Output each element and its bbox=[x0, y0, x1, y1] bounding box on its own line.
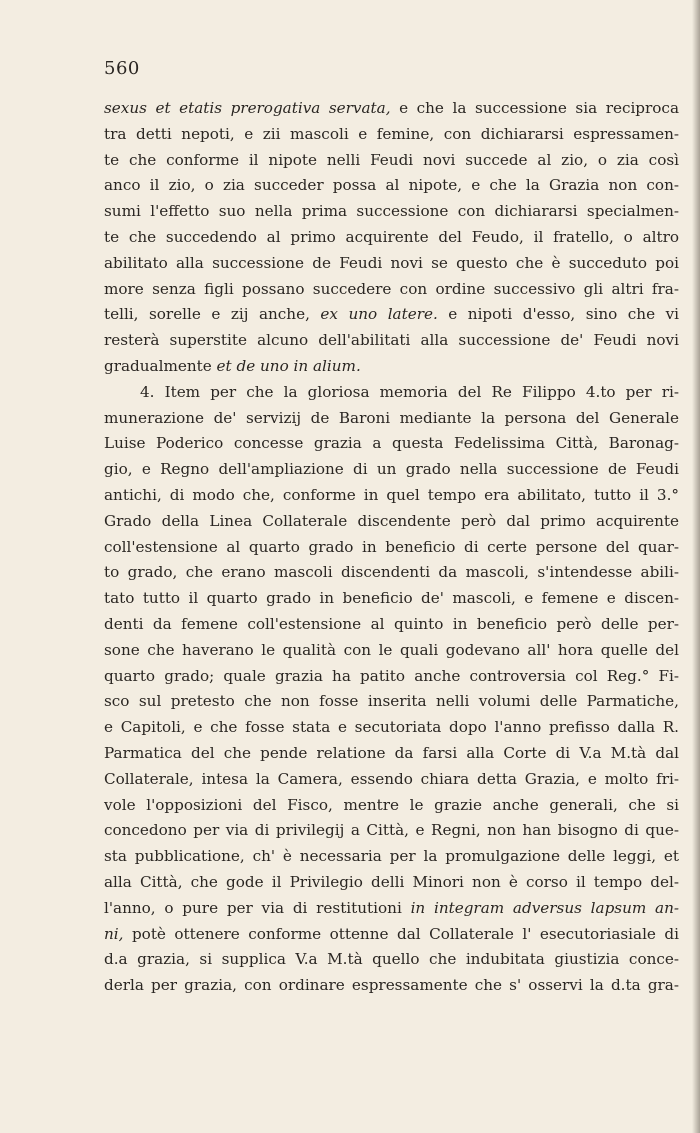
text-line bbox=[104, 96, 679, 122]
text-line bbox=[104, 225, 679, 251]
line-text: 4. Item per che la gloriosa memoria del Re Filippo 4.to per ri- bbox=[140, 382, 679, 401]
text-line bbox=[104, 715, 679, 741]
text-line bbox=[104, 793, 679, 819]
line-text: vole l'opposizioni del Fisco, mentre le grazie anche generali, che si bbox=[104, 795, 679, 814]
text-line bbox=[104, 664, 679, 690]
italic-text: sexus et etatis prerogativa servata, bbox=[104, 99, 391, 117]
text-line bbox=[104, 535, 679, 561]
line-text: d.a grazia, si supplica V.a M.tà quello che indubitata giustizia conce- bbox=[104, 950, 679, 969]
text-line bbox=[104, 457, 679, 483]
text-line bbox=[104, 870, 679, 896]
italic-text: et de uno in alium. bbox=[216, 356, 361, 375]
page-edge-shadow bbox=[692, 0, 700, 1133]
text-line bbox=[104, 277, 679, 303]
line-text: Luise Poderico concesse grazia a questa Fedelissima Città, Baronag- bbox=[104, 434, 679, 453]
line-text: Grado della Linea Collaterale discendente però dal primo acquirente bbox=[104, 511, 679, 530]
line-text: to grado, che erano mascoli discendenti da mascoli, s'intendesse abili- bbox=[104, 563, 679, 582]
italic-text: ex uno latere. bbox=[320, 305, 438, 324]
italic-text: in integram adversus lapsum an- bbox=[410, 898, 680, 917]
text-line bbox=[104, 380, 679, 406]
text-line bbox=[104, 612, 679, 638]
text-line bbox=[104, 741, 679, 767]
line-text: concedono per via di privilegij a Città, e Regni, non han bisogno di que- bbox=[104, 821, 679, 840]
text-line bbox=[104, 844, 679, 870]
text-line bbox=[104, 251, 679, 277]
text-line bbox=[104, 173, 679, 199]
line-text: te che conforme il nipote nelli Feudi novi succede al zio, o zia così bbox=[104, 150, 679, 169]
text-line bbox=[104, 922, 679, 948]
line-text: quarto grado; quale grazia ha patito anche controversia col Reg.° Fi- bbox=[104, 666, 679, 685]
italic-text: ni, bbox=[104, 924, 124, 943]
line-text: coll'estensione al quarto grado in beneficio di certe persone del quar- bbox=[104, 537, 679, 556]
text-line bbox=[104, 973, 679, 999]
text-line bbox=[104, 302, 679, 328]
line-text: gio, e Regno dell'ampliazione di un grado nella successione de Feudi bbox=[104, 460, 679, 479]
line-text: denti da femene coll'estensione al quinto in beneficio però delle per- bbox=[104, 614, 679, 633]
text-line bbox=[104, 483, 679, 509]
line-text: tra detti nepoti, e zii mascoli e femine, con dichiararsi espressamen- bbox=[104, 124, 679, 143]
line-text: l'anno, o pure per via di restitutioni bbox=[104, 898, 411, 917]
line-text: e Capitoli, e che fosse stata e secutoriata dopo l'anno prefisso dalla R. bbox=[104, 718, 679, 737]
page-number: 560 bbox=[104, 58, 140, 79]
text-line bbox=[104, 767, 679, 793]
text-line bbox=[104, 947, 679, 973]
text-line bbox=[104, 560, 679, 586]
line-text: antichi, di modo che, conforme in quel tempo era abilitato, tutto il 3.° bbox=[104, 485, 679, 504]
line-text: abilitato alla successione de Feudi novi se questo che è succeduto poi bbox=[104, 253, 679, 272]
text-line bbox=[104, 406, 679, 432]
text-line bbox=[104, 586, 679, 612]
line-text: anco il zio, o zia succeder possa al nipote, e che la Grazia non con- bbox=[104, 176, 679, 195]
text-line bbox=[104, 199, 679, 225]
line-text: Collaterale, intesa la Camera, essendo chiara detta Grazia, e molto fri- bbox=[104, 769, 679, 788]
line-text: derla per grazia, con ordinare espressamente che s' osservi la d.ta gra- bbox=[104, 976, 679, 995]
line-text: sta pubblicatione, ch' è necessaria per la promulgazione delle leggi, et bbox=[104, 847, 679, 866]
line-text: resterà superstite alcuno dell'abilitati alla successione de' Feudi novi bbox=[104, 331, 679, 350]
text-line bbox=[104, 509, 679, 535]
line-text: telli, sorelle e zij anche, bbox=[104, 305, 321, 324]
text-line bbox=[104, 896, 679, 922]
text-line bbox=[104, 638, 679, 664]
line-text: e che la successione sia reciproca bbox=[390, 99, 679, 117]
text-line bbox=[104, 354, 679, 380]
text-line bbox=[104, 818, 679, 844]
line-text: Parmatica del che pende relatione da farsi alla Corte di V.a M.tà dal bbox=[104, 743, 679, 762]
text-line bbox=[104, 431, 679, 457]
line-text: potè ottenere conforme ottenne dal Collaterale l' esecutoriasiale di bbox=[123, 924, 679, 943]
line-text: more senza figli possano succedere con ordine successivo gli altri fra- bbox=[104, 279, 679, 298]
text-line bbox=[104, 148, 679, 174]
line-text: sco sul pretesto che non fosse inserita nelli volumi delle Parmatiche, bbox=[104, 692, 679, 711]
line-text: e nipoti d'esso, sino che vi bbox=[437, 305, 680, 324]
line-text: sumi l'effetto suo nella prima successione con dichiararsi specialmen- bbox=[104, 202, 679, 221]
text-line bbox=[104, 122, 679, 148]
line-text: alla Città, che gode il Privilegio delli Minori non è corso il tempo del- bbox=[104, 872, 679, 891]
line-text: gradualmente bbox=[104, 356, 217, 375]
text-line bbox=[104, 689, 679, 715]
line-text: te che succedendo al primo acquirente del Feudo, il fratello, o altro bbox=[104, 227, 679, 246]
line-text: munerazione de' servizij de Baroni mediante la persona del Generale bbox=[104, 408, 679, 427]
line-text: sone che haverano le qualità con le quali godevano all' hora quelle del bbox=[104, 640, 679, 659]
line-text: tato tutto il quarto grado in beneficio de' mascoli, e femene e discen- bbox=[104, 589, 679, 608]
text-line bbox=[104, 328, 679, 354]
text-body bbox=[104, 96, 679, 999]
